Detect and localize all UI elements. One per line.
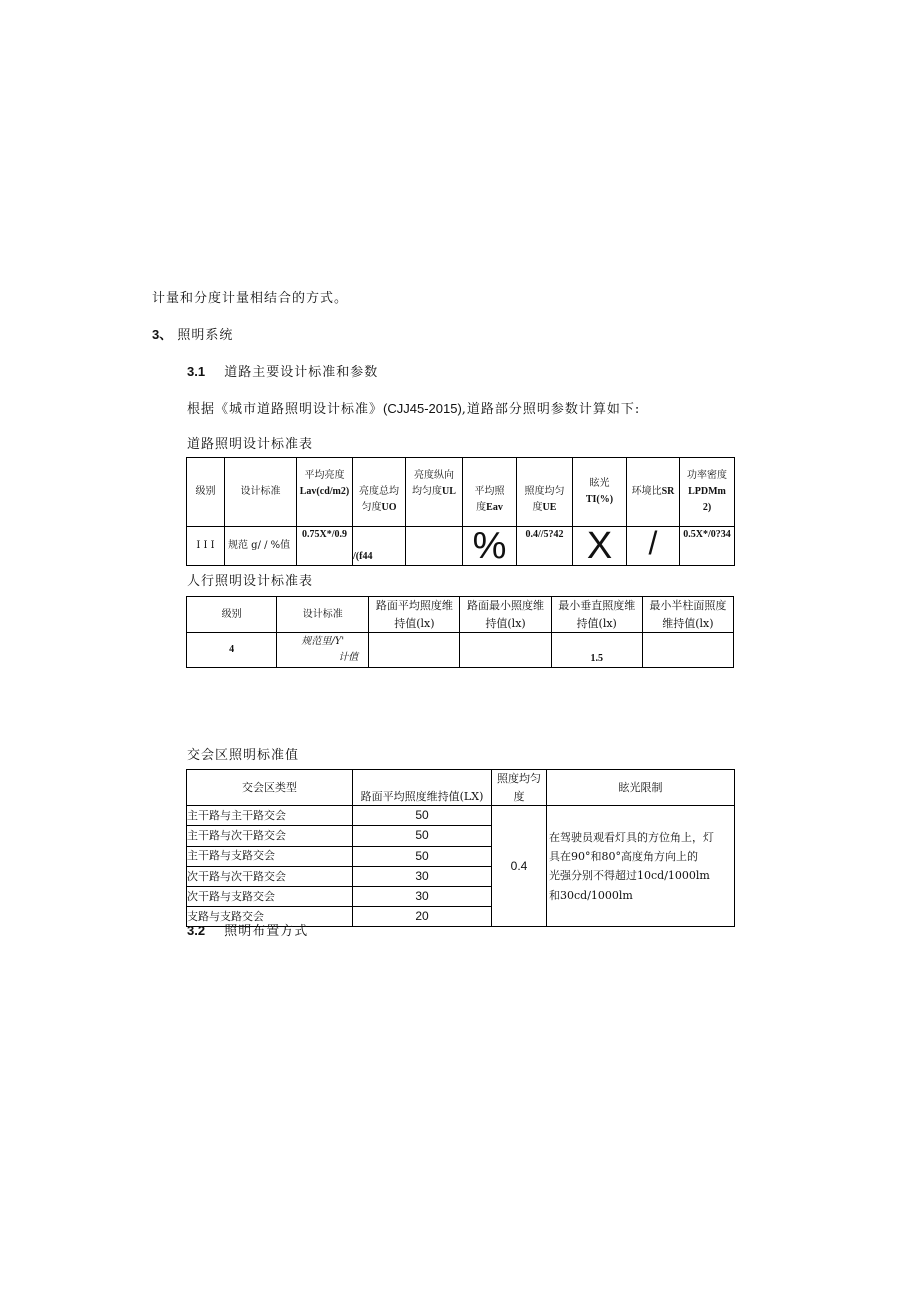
ped-row-avg — [369, 633, 460, 668]
header-level: 级别 — [187, 458, 225, 527]
row-ul — [406, 527, 463, 566]
inter-row-type: 主干路与主干路交会 — [187, 806, 353, 826]
inter-row-lux: 20 — [353, 907, 492, 927]
road-lighting-table — [186, 457, 735, 566]
pedestrian-table-title: 人行照明设计标准表 — [187, 574, 314, 589]
inter-row-lux: 30 — [353, 866, 492, 886]
pedestrian-lighting-table — [186, 596, 734, 668]
inter-header-lux: 路面平均照度维持值(LX) — [353, 770, 492, 806]
section-3-number: 3、 — [152, 327, 173, 342]
inter-glare-text: 在驾驶员观看灯具的方位角上，灯 具在90°和80°高度角方向上的 光强分别不得超过10cd/1000lm 和30cd/1000lm — [547, 806, 735, 927]
row-ue: 0.4//5?42 — [517, 527, 573, 566]
inter-row-type: 主干路与支路交会 — [187, 846, 353, 866]
section-32-number: 3.2 — [187, 923, 206, 938]
ped-row-semicyl — [642, 633, 733, 668]
section-32-title: 照明布置方式 — [224, 924, 309, 939]
inter-row-lux: 30 — [353, 886, 492, 906]
ped-row-standard: 规范里/Y' 计值 — [277, 633, 369, 668]
section-3-title: 照明系统 — [177, 328, 234, 343]
ped-row-level: 4 — [187, 633, 277, 668]
inter-row-lux: 50 — [353, 826, 492, 846]
intersection-lighting-table — [186, 769, 735, 927]
intro-line: 计量和分度计量相结合的方式。 — [152, 291, 349, 306]
section-31-heading — [187, 361, 378, 380]
inter-uniformity-value: 0.4 — [492, 806, 547, 927]
inter-row-type: 支路与支路交会 — [187, 907, 353, 927]
inter-row-type: 主干路与次干路交会 — [187, 826, 353, 846]
inter-row-type: 次干路与次干路交会 — [187, 866, 353, 886]
header-glare: 眩光 TI(%) — [573, 458, 627, 527]
section-3-heading — [152, 324, 233, 343]
inter-header-glare: 眩光限制 — [547, 770, 735, 806]
intersection-table-title: 交会区照明标准值 — [187, 748, 300, 763]
inter-header-type: 交会区类型 — [187, 770, 353, 806]
section-31-title: 道路主要设计标准和参数 — [224, 365, 379, 380]
ped-header-standard: 设计标准 — [277, 597, 369, 633]
inter-header-uniformity: 照度均匀 度 — [492, 770, 547, 806]
para-standard-code: (CJJ45-2015) — [383, 401, 462, 416]
ped-header-min: 路面最小照度维 持值(lx) — [460, 597, 551, 633]
row-lav: 0.75X*/0.9 — [297, 527, 353, 566]
inter-row-lux: 50 — [353, 846, 492, 866]
header-luminance-uniformity: 亮度总均 匀度UO — [353, 458, 406, 527]
ped-header-avg: 路面平均照度维 持值(lx) — [369, 597, 460, 633]
row-ti: X — [573, 527, 627, 566]
ped-row-min — [460, 633, 551, 668]
header-avg-illuminance: 平均照 度Eav — [463, 458, 517, 527]
header-illuminance-uniformity: 照度均匀 度UE — [517, 458, 573, 527]
row-level: I I I — [187, 527, 225, 566]
header-surround-ratio: 环境比SR — [627, 458, 680, 527]
row-uo: /(f44 — [353, 527, 406, 566]
row-lpd: 0.5X*/0?34 — [680, 527, 735, 566]
row-eav: % — [463, 527, 517, 566]
road-table-title: 道路照明设计标准表 — [187, 437, 314, 452]
row-standard: 规范 g/ / %值 — [225, 527, 297, 566]
ped-header-level: 级别 — [187, 597, 277, 633]
reference-paragraph — [187, 398, 640, 417]
header-avg-luminance: 平均亮度 Lav(cd/m2) — [297, 458, 353, 527]
inter-row-type: 次干路与支路交会 — [187, 886, 353, 906]
header-longitudinal-uniformity: 亮度纵向 均匀度UL — [406, 458, 463, 527]
row-sr: / — [627, 527, 680, 566]
ped-row-vertical: 1.5 — [551, 633, 642, 668]
header-power-density: 功率密度 LPDMm 2) — [680, 458, 735, 527]
ped-header-semicyl: 最小半柱面照度 维持值(lx) — [642, 597, 733, 633]
inter-row-lux: 50 — [353, 806, 492, 826]
header-design-standard: 设计标准 — [225, 458, 297, 527]
section-32-heading — [187, 920, 308, 939]
para-pre: 根据《城市道路照明设计标准》 — [187, 402, 384, 417]
section-31-number: 3.1 — [187, 364, 206, 379]
ped-header-vertical: 最小垂直照度维 持值(lx) — [551, 597, 642, 633]
para-post: ,道路部分照明参数计算如下: — [461, 402, 641, 417]
